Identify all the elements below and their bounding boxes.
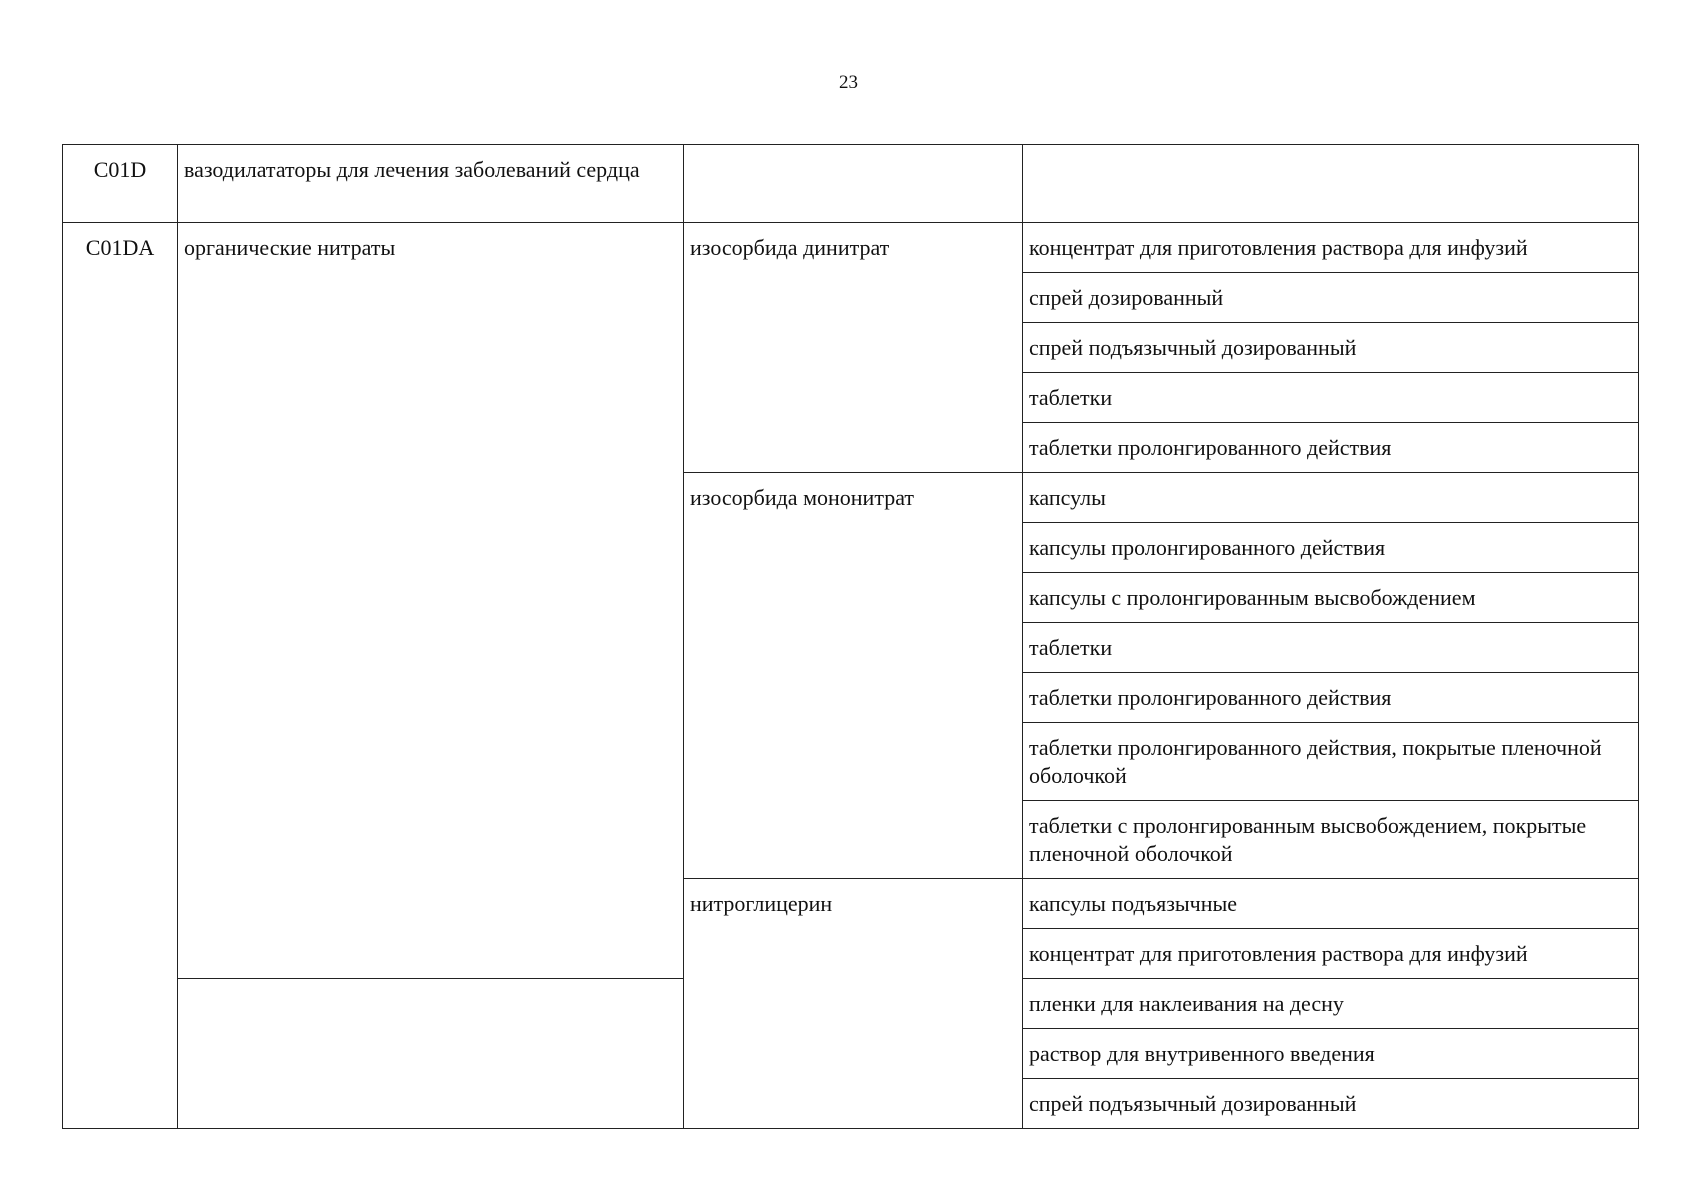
atc-group-name-cell: вазодилататоры для лечения заболеваний сердца: [178, 145, 684, 223]
dosage-form-cell: концентрат для приготовления раствора для инфузий: [1023, 223, 1639, 273]
dosage-form-cell: спрей дозированный: [1023, 273, 1639, 323]
drug-name-cell: [684, 145, 1023, 223]
drug-name-cell: изосорбида динитрат: [684, 223, 1023, 473]
dosage-form-cell: спрей подъязычный дозированный: [1023, 323, 1639, 373]
dosage-form-cell: [1023, 145, 1639, 223]
dosage-form-cell: таблетки пролонгированного действия: [1023, 673, 1639, 723]
dosage-form-cell: пленки для наклеивания на десну: [1023, 979, 1639, 1029]
dosage-form-cell: капсулы: [1023, 473, 1639, 523]
atc-code-cell: C01DA: [63, 223, 178, 1129]
page-number: 23: [839, 72, 858, 93]
dosage-form-cell: раствор для внутривенного введения: [1023, 1029, 1639, 1079]
atc-code-cell: C01D: [63, 145, 178, 223]
dosage-form-cell: таблетки: [1023, 373, 1639, 423]
dosage-form-cell: капсулы подъязычные: [1023, 879, 1639, 929]
dosage-form-cell: капсулы с пролонгированным высвобождением: [1023, 573, 1639, 623]
dosage-form-cell: таблетки пролонгированного действия: [1023, 423, 1639, 473]
dosage-form-cell: капсулы пролонгированного действия: [1023, 523, 1639, 573]
dosage-form-cell: спрей подъязычный дозированный: [1023, 1079, 1639, 1129]
dosage-form-cell: таблетки с пролонгированным высвобождением, покрытые пленочной оболочкой: [1023, 801, 1639, 879]
atc-group-name-cell: [178, 979, 684, 1129]
drug-name-cell: нитроглицерин: [684, 879, 1023, 1129]
dosage-form-cell: таблетки: [1023, 623, 1639, 673]
dosage-form-cell: таблетки пролонгированного действия, покрытые пленочной оболочкой: [1023, 723, 1639, 801]
medication-table: [62, 144, 1639, 1129]
table-row: [63, 145, 1639, 223]
drug-name-cell: изосорбида мононитрат: [684, 473, 1023, 879]
dosage-form-cell: концентрат для приготовления раствора для инфузий: [1023, 929, 1639, 979]
atc-group-name-cell: органические нитраты: [178, 223, 684, 979]
table-row: [63, 223, 1639, 273]
